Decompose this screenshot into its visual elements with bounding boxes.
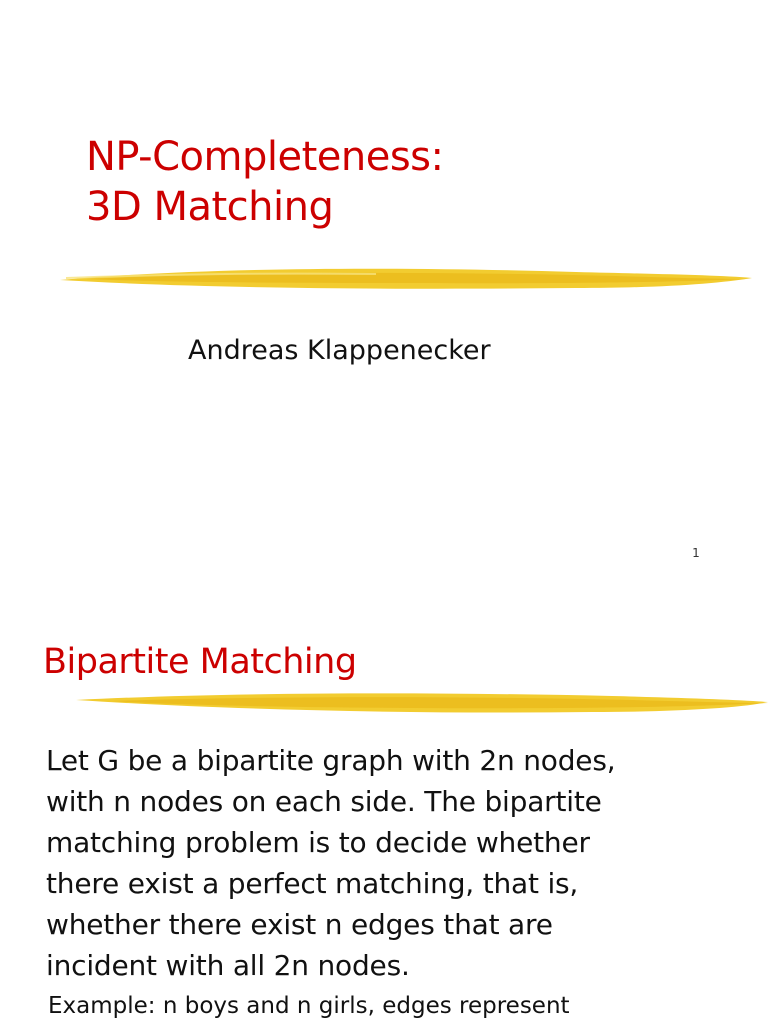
page-number: 1 (692, 546, 700, 560)
example-text: Example: n boys and n girls, edges represent (48, 993, 570, 1019)
body-line: matching problem is to decide whether (46, 826, 590, 859)
heading-underline-swoosh (72, 688, 768, 718)
body-line: whether there exist n edges that are (46, 908, 553, 941)
slide-title-line-2: 3D Matching (86, 184, 334, 230)
slide-title (86, 132, 444, 232)
title-underline-swoosh (56, 262, 756, 294)
body-paragraph (46, 740, 746, 986)
body-line: there exist a perfect matching, that is, (46, 867, 579, 900)
slide-heading: Bipartite Matching (43, 642, 357, 682)
body-line: incident with all 2n nodes. (46, 949, 410, 982)
content-slide (0, 600, 768, 1024)
author-name: Andreas Klappenecker (188, 335, 491, 366)
body-line: with n nodes on each side. The bipartite (46, 785, 602, 818)
body-line: Let G be a bipartite graph with 2n nodes, (46, 744, 616, 777)
slide-title-line-1: NP-Completeness: (86, 134, 444, 180)
